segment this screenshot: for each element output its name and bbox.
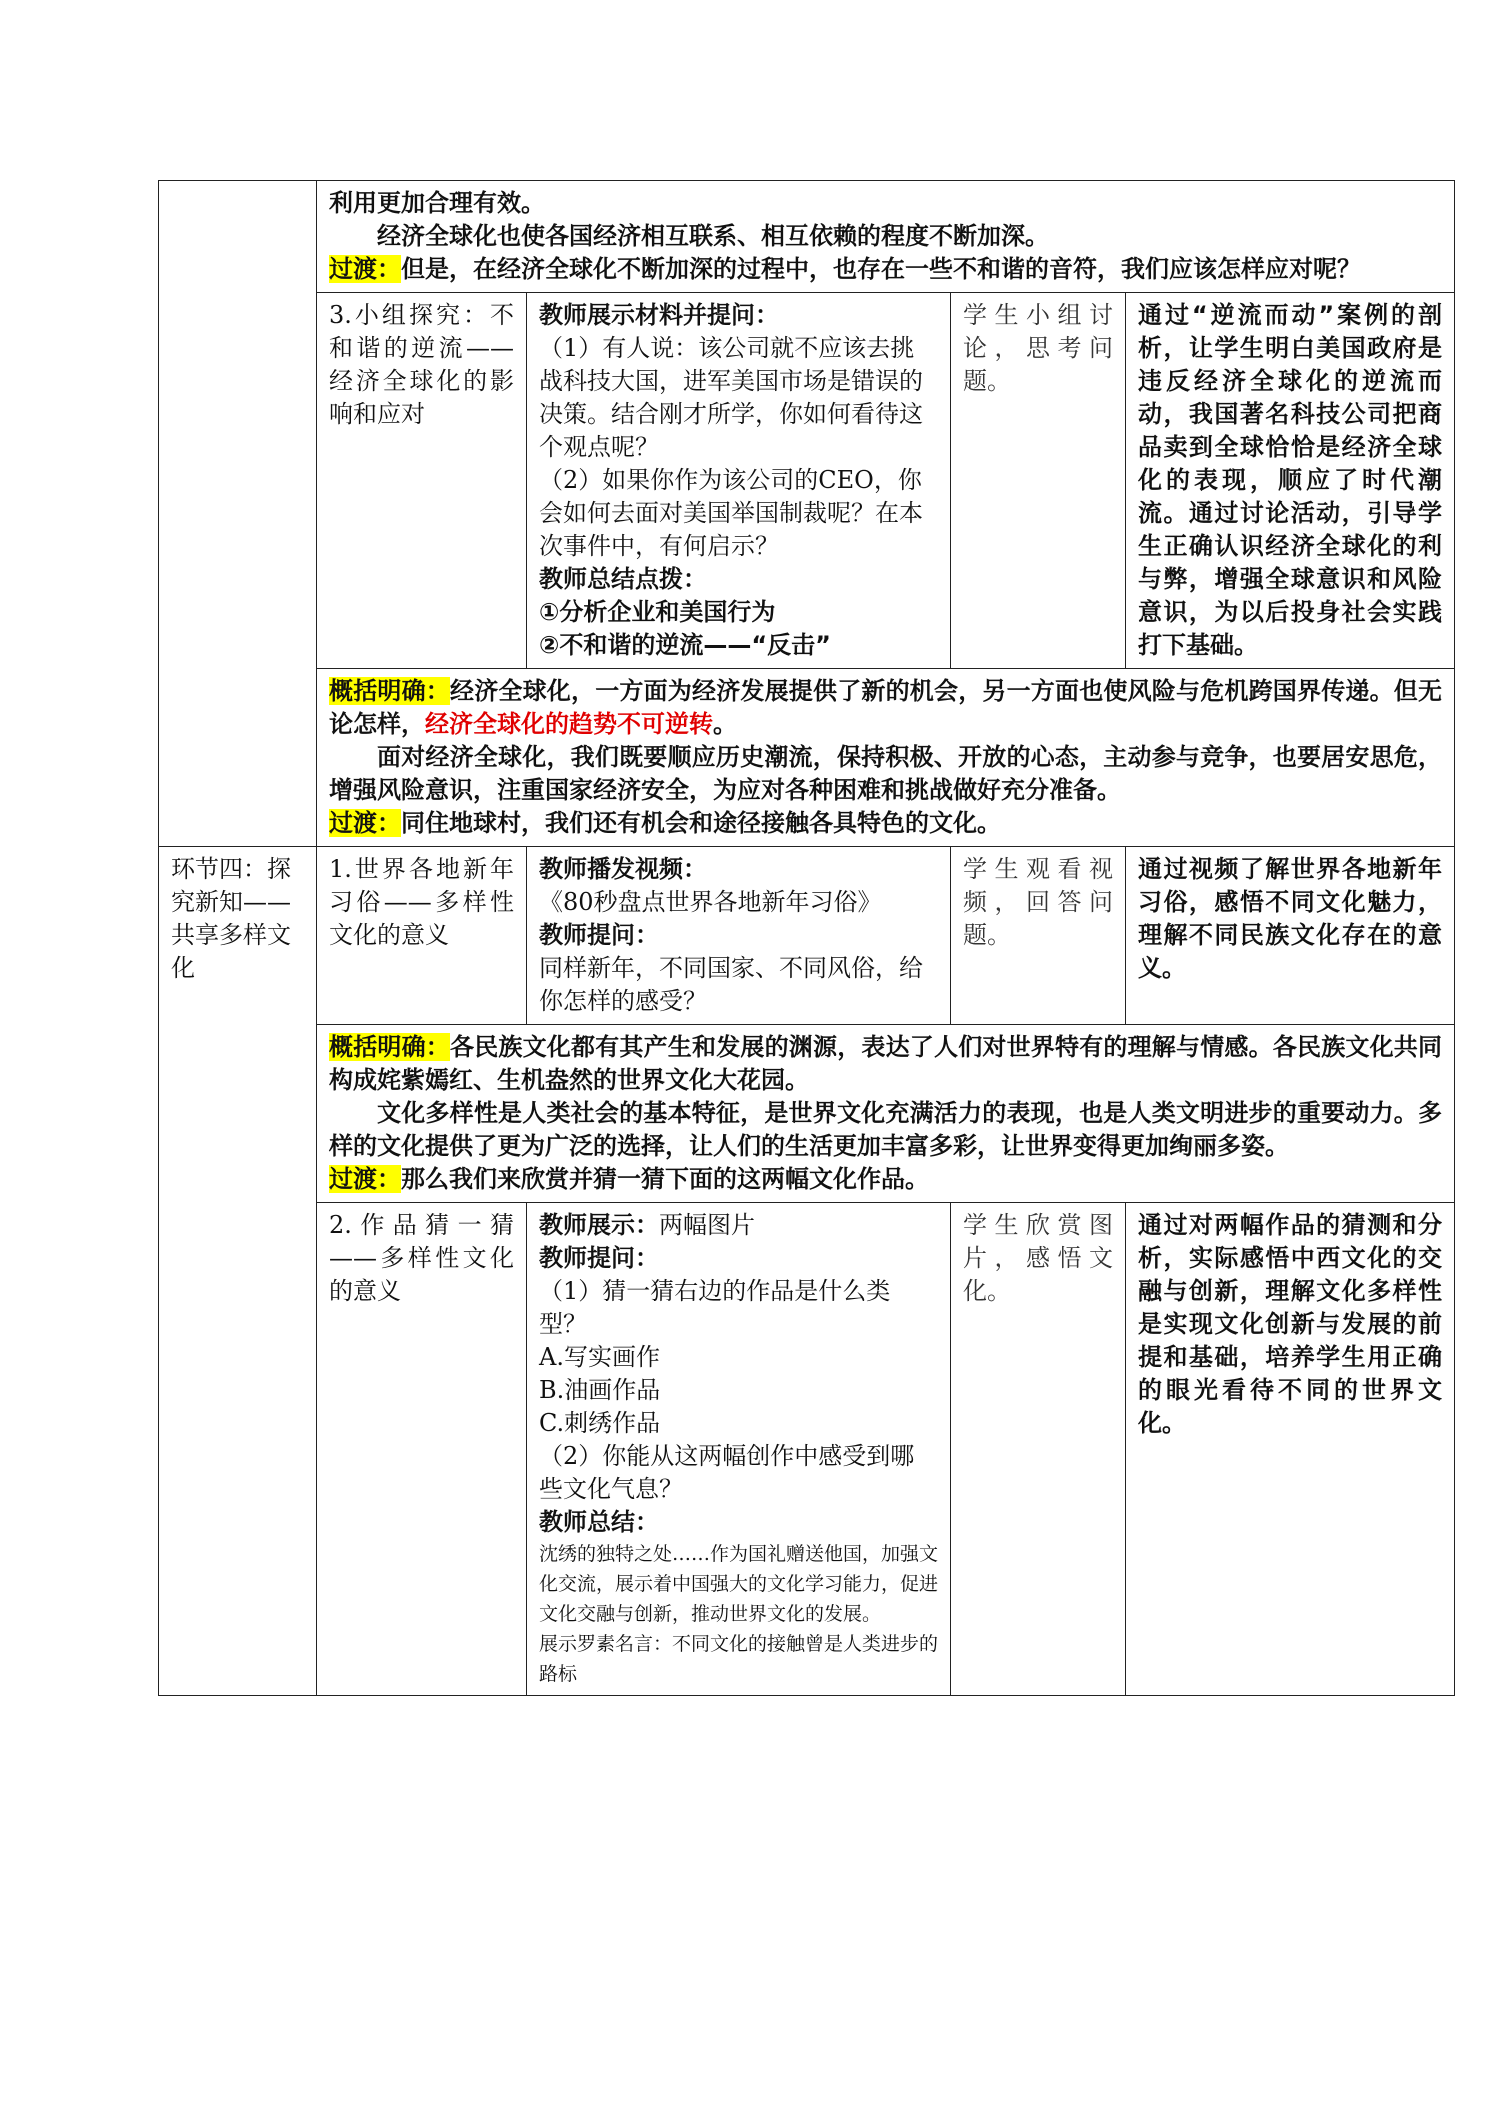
content-line: 利用更加合理有效。 (329, 189, 545, 217)
question-text: （2）你能从这两幅创作中感受到哪些文化气息？ (539, 1442, 915, 1503)
summary-text: 。 (713, 710, 737, 738)
question-text: （1）有人说：该公司就不应该去挑战科技大国，进军美国市场是错误的决策。结合刚才所学，你如何看待这个观点呢？ (539, 334, 923, 461)
intent-cell: 通过视频了解世界各地新年习俗，感悟不同文化魅力，理解不同民族文化存在的意义。 (1126, 847, 1455, 1025)
table-row (159, 293, 1455, 669)
activity-cell: 2.作品猜一猜——多样性文化的意义 (317, 1203, 527, 1696)
transition-label: 过渡： (329, 809, 401, 837)
content-cell (317, 1025, 1455, 1203)
summary-heading: 教师总结： (539, 1508, 659, 1536)
transition-text: 那么我们来欣赏并猜一猜下面的这两幅文化作品。 (401, 1165, 929, 1193)
teacher-cell (527, 847, 951, 1025)
teacher-heading: 教师播发视频： (539, 855, 707, 883)
content-line: 经济全球化也使各国经济相互联系、相互依赖的程度不断加深。 (377, 222, 1049, 250)
intent-cell: 通过“逆流而动”案例的剖析，让学生明白美国政府是违反经济全球化的逆流而动，我国著名科技公司把商品卖到全球恰恰是经济全球化的表现，顺应了时代潮流。通过讨论活动，引导学生正确认识经济全球化的利与弊，增强全球意识和风险意识，为以后投身社会实践打下基础。 (1126, 293, 1455, 669)
summary-label: 概括明确： (329, 677, 450, 705)
intent-cell: 通过对两幅作品的猜测和分析，实际感悟中西文化的交融与创新，理解文化多样性是实现文化创新与发展的前提和基础，培养学生用正确的眼光看待不同的世界文化。 (1126, 1203, 1455, 1696)
content-cell (317, 669, 1455, 847)
video-title: 《80秒盘点世界各地新年习俗》 (539, 888, 882, 916)
table-row (159, 847, 1455, 1025)
question-heading: 教师提问： (539, 1244, 659, 1272)
content-cell (317, 181, 1455, 293)
activity-cell: 1.世界各地新年习俗——多样性文化的意义 (317, 847, 527, 1025)
option-text: C.刺绣作品 (539, 1409, 661, 1437)
highlight-text: 经济全球化的趋势不可逆转 (425, 710, 713, 738)
question-text: （2）如果你作为该公司的CEO，你会如何去面对美国举国制裁呢？在本次事件中，有何启示？ (539, 466, 923, 560)
table-row (159, 1203, 1455, 1696)
table-row (159, 669, 1455, 847)
student-cell: 学生欣赏图片，感悟文化。 (951, 1203, 1126, 1696)
teacher-cell (527, 293, 951, 669)
transition-text: 同住地球村，我们还有机会和途径接触各具特色的文化。 (401, 809, 1001, 837)
activity-cell: 3.小组探究：不和谐的逆流——经济全球化的影响和应对 (317, 293, 527, 669)
table-row (159, 181, 1455, 293)
summary-point: ②不和谐的逆流——“反击” (539, 631, 831, 659)
stage-cell: 环节四：探究新知——共享多样文化 (159, 847, 317, 1696)
summary-text: 沈绣的独特之处……作为国礼赠送他国，加强文化交流，展示着中国强大的文化学习能力，促进文化交融与创新，推动世界文化的发展。 (539, 1543, 939, 1625)
transition-label: 过渡： (329, 255, 401, 283)
content-line: 面对经济全球化，我们既要顺应历史潮流，保持积极、开放的心态，主动参与竞争，也要居安思危，增强风险意识，注重国家经济安全，为应对各种困难和挑战做好充分准备。 (329, 743, 1442, 804)
student-cell: 学生小组讨论，思考问题。 (951, 293, 1126, 669)
summary-label: 概括明确： (329, 1033, 450, 1061)
stage-cell-empty (159, 181, 317, 847)
content-line: 文化多样性是人类社会的基本特征，是世界文化充满活力的表现，也是人类文明进步的重要动力。多样的文化提供了更为广泛的选择，让人们的生活更加丰富多彩，让世界变得更加绚丽多姿。 (329, 1099, 1442, 1160)
summary-heading: 教师总结点拨： (539, 565, 707, 593)
teacher-heading: 教师展示材料并提问： (539, 301, 779, 329)
lesson-plan-table (158, 180, 1455, 1696)
question-text: 同样新年，不同国家、不同风俗，给你怎样的感受？ (539, 954, 923, 1015)
quote-text: 展示罗素名言：不同文化的接触曾是人类进步的路标 (539, 1633, 939, 1685)
student-cell: 学生观看视频，回答问题。 (951, 847, 1126, 1025)
summary-point: ①分析企业和美国行为 (539, 598, 776, 626)
option-text: B.油画作品 (539, 1376, 661, 1404)
teacher-heading: 教师展示： (539, 1211, 659, 1239)
question-heading: 教师提问： (539, 921, 659, 949)
transition-text: 但是，在经济全球化不断加深的过程中，也存在一些不和谐的音符，我们应该怎样应对呢？ (401, 255, 1361, 283)
teacher-show-text: 两幅图片 (659, 1211, 755, 1239)
option-text: A.写实画作 (539, 1343, 660, 1371)
teacher-cell (527, 1203, 951, 1696)
transition-label: 过渡： (329, 1165, 401, 1193)
summary-text: 各民族文化都有其产生和发展的渊源，表达了人们对世界特有的理解与情感。各民族文化共同构成姹紫嫣红、生机盎然的世界文化大花园。 (329, 1033, 1442, 1094)
summary-text: 经济全球化，一方面为经济发展提供了新的机会，另一方面也使风险与危机跨国界传递。但无论怎样， (329, 677, 1442, 738)
question-text: （1）猜一猜右边的作品是什么类型？ (539, 1277, 891, 1338)
table-row (159, 1025, 1455, 1203)
